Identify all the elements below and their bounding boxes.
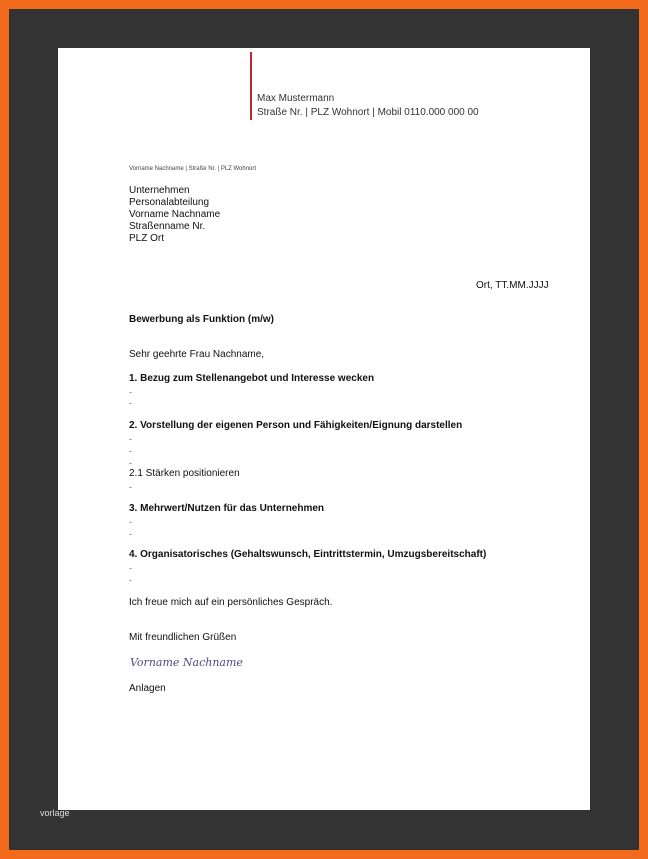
salutation: Sehr geehrte Frau Nachname, [129,349,265,360]
section-heading-1: 1. Bezug zum Stellenangebot und Interesse wecken [129,373,375,384]
recipient-line: Personalabteilung [129,197,210,208]
signature: Vorname Nachname [130,656,243,669]
section-heading-2: 2. Vorstellung der eigenen Person und Fähigkeiten/Eignung darstellen [129,420,463,431]
recipient-line: Vorname Nachname [129,209,221,220]
recipient-block [129,185,220,245]
bullet-placeholder: - [129,398,132,408]
bullet-placeholder: - [129,529,132,539]
bullet-placeholder: - [129,517,132,527]
bullet-placeholder: - [129,446,132,456]
bullet-placeholder: - [129,563,132,573]
bullet-placeholder: - [129,387,132,397]
date-line: Ort, TT.MM.JJJJ [476,280,549,291]
bullet-placeholder: - [129,575,132,585]
bullet-placeholder: - [129,434,132,444]
recipient-line: PLZ Ort [129,233,165,244]
header-address: Straße Nr. | PLZ Wohnort | Mobil 0110.000 000 00 [257,107,479,118]
bullet-placeholder: - [129,482,132,492]
recipient-line: Unternehmen [129,185,190,196]
image-caption: vorlage [40,808,70,818]
subject-line: Bewerbung als Funktion (m/w) [129,314,275,325]
closing-sentence: Ich freue mich auf ein persönliches Gespräch. [129,597,333,608]
recipient-line: Straßenname Nr. [129,221,206,232]
section-heading-3: 3. Mehrwert/Nutzen für das Unternehmen [129,503,325,514]
header-accent-bar [250,52,252,120]
bullet-placeholder: - [129,458,132,468]
sender-return-line: Vorname Nachname | Straße Nr. | PLZ Wohnort [129,166,257,172]
regards: Mit freundlichen Grüßen [129,632,237,643]
section-heading-4: 4. Organisatorisches (Gehaltswunsch, Eintrittstermin, Umzugsbereitschaft) [129,549,487,560]
attachments: Anlagen [129,683,166,694]
section-subheading-2-1: 2.1 Stärken positionieren [129,468,240,479]
header-name: Max Mustermann [257,93,335,104]
